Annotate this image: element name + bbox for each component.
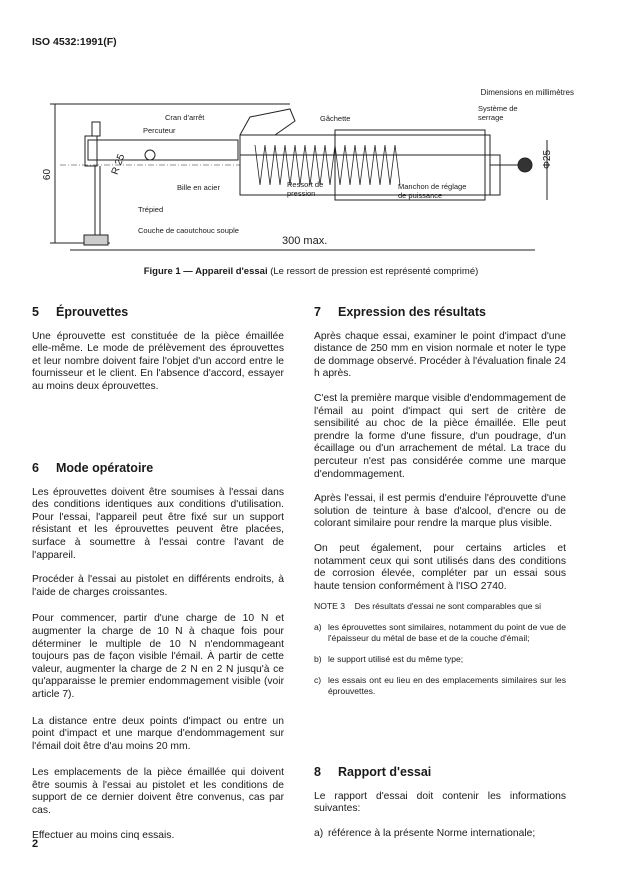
document-id: ISO 4532:1991(F) — [32, 36, 117, 48]
section-8 — [314, 766, 566, 840]
label-dim-300: 300 max. — [282, 235, 328, 247]
paragraph: Une éprouvette est constituée de la pièce émaillée elle-même. Le mode de prélèvement des éprouvettes et leur nombre doivent faire l'objet d'un accord entre le fournisseur et le client. En l'absence d'accord, essayer au moins deux éprouvettes. — [32, 330, 284, 392]
paragraph: Effectuer au moins cinq essais. — [32, 829, 175, 841]
label-gachette: Gâchette — [320, 114, 351, 123]
label-systeme: Système de serrage — [478, 104, 518, 122]
page-number: 2 — [32, 838, 39, 850]
paragraph: Le rapport d'essai doit contenir les informations suivantes: — [314, 790, 566, 815]
paragraph: La distance entre deux points d'impact ou entre un point d'impact et une marque d'endommagement sur l'émail doit être d'au moins 20 mm. — [32, 715, 284, 752]
label-dim-60: 60 — [42, 168, 54, 181]
section-heading: 5 Éprouvettes — [32, 305, 129, 319]
note: NOTE 3 Des résultats d'essai ne sont comparables que si — [314, 601, 542, 612]
figure-drawing — [0, 100, 622, 260]
section-heading: 6 Mode opératoire — [32, 461, 154, 475]
section-6 — [32, 462, 284, 854]
list-item: a) référence à la présente Norme internationale; — [314, 827, 536, 839]
section-5 — [32, 306, 284, 406]
label-percuteur: Percuteur — [143, 126, 176, 135]
paragraph: C'est la première marque visible d'endommagement de l'émail au point d'impact qui sert de critère de sensibilité au choc de la pièce émaillée. Elle peut prendre la forme d'une fissure, d'un poudrage, d'un écaillage ou d'un arrachement de métal. La trace du percuteur n'est pas considérée comme une marque d'endommagement. — [314, 392, 566, 480]
paragraph: Après chaque essai, examiner le point d'impact d'une distance de 250 mm en vision normale et noter le type de dommage observé. Procéder à l'évaluation finale 24 h après. — [314, 330, 566, 380]
label-trepied: Trépied — [138, 205, 164, 214]
label-bille: Bille en acier — [177, 183, 220, 192]
figure-caption — [0, 266, 622, 277]
section-heading: 7 Expression des résultats — [314, 305, 486, 319]
section-7 — [314, 306, 566, 707]
paragraph: Après l'essai, il est permis d'enduire l'éprouvette d'une solution de teinture à base d'alcool, d'encre ou de colorant similaire pour rendre la marque plus visible. — [314, 493, 566, 530]
paragraph: Pour commencer, partir d'une charge de 10 N et augmenter la charge de 10 N à chaque fois pour déterminer le multiple de 10 N n'endommageant toujours pas de façon visible l'émail. À partir de cette valeur, augmenter la charge de 2 N en 2 N jusqu'à ce qu'apparaisse le premier endommagement visible (voir article 7). — [32, 613, 284, 700]
label-r25: R 25 — [109, 152, 128, 177]
list-item: c) les essais ont eu lieu en des emplacements similaires sur les éprouvettes. — [314, 675, 566, 697]
section-heading: 8 Rapport d'essai — [314, 765, 432, 779]
label-ressort: Ressort de pression — [287, 180, 324, 198]
paragraph: Les emplacements de la pièce émaillée qui doivent être soumis à l'essai au pistolet et les conditions de support de ce dernier doivent être convenus, cas par cas. — [32, 767, 284, 817]
label-cran: Cran d'arrêt — [165, 113, 205, 122]
label-manchon: Manchon de réglage de puissance — [398, 182, 467, 200]
paragraph: Procéder à l'essai au pistolet en différents endroits, à l'aide de charges croissantes. — [32, 574, 284, 598]
label-phi25: Φ25 — [542, 149, 554, 170]
label-couche: Couche de caoutchouc souple — [138, 226, 239, 235]
dimensions-note: Dimensions en millimètres — [480, 88, 574, 97]
paragraph: Les éprouvettes doivent être soumises à l'essai dans des conditions identiques aux conditions d'utilisation. Pour l'essai, l'appareil peut être fixé sur un support résistant et les éprouvettes peuvent être placées, surface à soumettre à l'essai contre l'avant de l'appareil. — [32, 486, 284, 561]
caption-text: (Le ressort de pression est représenté comprimé) — [267, 266, 479, 277]
paragraph: On peut également, pour certains articles et notamment ceux qui sont utilisés dans des conditions de corrosion élevée, compléter par un essai sous haute tension conformément à l'ISO 2740. — [314, 542, 566, 592]
caption-title: Figure 1 — Appareil d'essai — [143, 266, 268, 277]
list-item: b) le support utilisé est du même type; — [314, 654, 464, 665]
list-item: a) les éprouvettes sont similaires, notamment du point de vue de l'épaisseur du métal de base et de la couche d'émail; — [314, 622, 566, 644]
